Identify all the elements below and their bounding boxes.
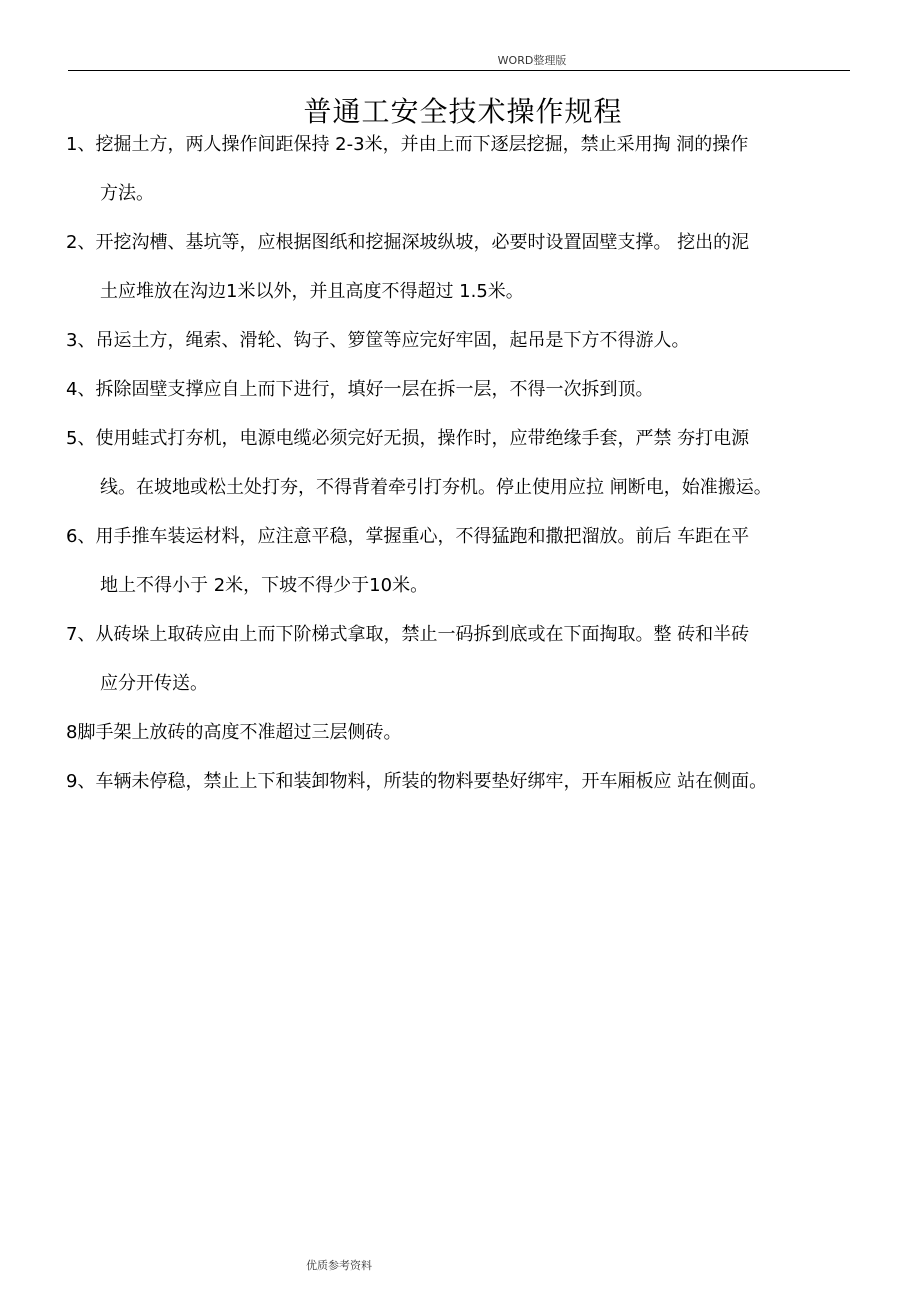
rule-text: 脚手架上放砖的高度不准超过三层侧砖。 [77,722,402,743]
rule-text: 车辆未停稳，禁止上下和装卸物料，所装的物料要垫好绑牢，开车厢板应 站在侧面。 [95,771,768,792]
rule-number-separator: 、 [77,771,96,792]
rule-number-separator: 、 [77,134,96,155]
rule-item [66,512,882,610]
rule-text-line [66,610,882,659]
rule-text-line [66,169,882,218]
document-title: 普通工安全技术操作规程 [303,94,623,128]
rule-item [66,414,882,512]
rule-text: 方法。 [100,183,154,204]
rule-item [66,218,882,316]
rule-item [66,365,882,414]
rule-number: 6 [66,526,78,547]
rule-item [66,120,882,218]
rule-text-line [66,757,882,806]
rule-number: 4 [66,379,78,400]
rule-text: 使用蛙式打夯机，电源电缆必须完好无损，操作时，应带绝缘手套，严禁 夯打电源 [95,428,750,449]
rule-number-separator: 、 [77,232,96,253]
rule-item [66,316,882,365]
rule-text: 线。在坡地或松土处打夯，不得背着牵引打夯机。停止使用应拉 闸断电，始准搬运。 [100,477,772,498]
rule-text-line [66,659,882,708]
page-footer-label: 优质参考资料 [306,1259,372,1272]
rule-text: 地上不得小于 2米，下坡不得少于10米。 [100,575,429,596]
header-divider [68,70,850,71]
rule-text-line [66,463,882,512]
rule-text: 吊运土方，绳索、滑轮、钩子、箩筐等应完好牢固，起吊是下方不得游人。 [95,330,690,351]
rule-text-line [66,365,882,414]
rule-text-line [66,218,882,267]
rule-number: 3 [66,330,78,351]
rule-number: 5 [66,428,78,449]
rule-number-separator: 、 [77,379,96,400]
rule-text: 用手推车装运材料，应注意平稳，掌握重心，不得猛跑和撒把溜放。前后 车距在平 [95,526,750,547]
rule-text-line [66,414,882,463]
rule-text: 拆除固壁支撑应自上而下进行，填好一层在拆一层，不得一次拆到顶。 [95,379,654,400]
rule-text: 挖掘土方，两人操作间距保持 2-3米，并由上而下逐层挖掘，禁止采用掏 洞的操作 [95,134,749,155]
rule-item [66,610,882,708]
rule-text-line [66,561,882,610]
rule-number-separator: 、 [77,428,96,449]
rules-list [66,120,882,806]
rule-number: 9 [66,771,78,792]
rule-text-line [66,512,882,561]
rule-text: 开挖沟槽、基坑等，应根据图纸和挖掘深坡纵坡，必要时设置固壁支撑。 挖出的泥 [95,232,750,253]
rule-text-line [66,708,882,757]
rule-text: 从砖垛上取砖应由上而下阶梯式拿取，禁止一码拆到底或在下面掏取。整 砖和半砖 [95,624,750,645]
rule-number-separator: 、 [77,526,96,547]
rule-number-separator: 、 [77,624,96,645]
rule-text-line [66,267,882,316]
rule-number: 7 [66,624,78,645]
rule-text: 应分开传送。 [100,673,208,694]
rule-item [66,708,882,757]
rule-text-line [66,120,882,169]
rule-number: 2 [66,232,78,253]
rule-text: 土应堆放在沟边1米以外，并且高度不得超过 1.5米。 [100,281,524,302]
rule-number-separator: 、 [77,330,96,351]
page-header-label: WORD整理版 [497,54,567,67]
rule-item [66,757,882,806]
rule-text-line [66,316,882,365]
rule-number: 8 [66,722,78,743]
rule-number: 1 [66,134,78,155]
